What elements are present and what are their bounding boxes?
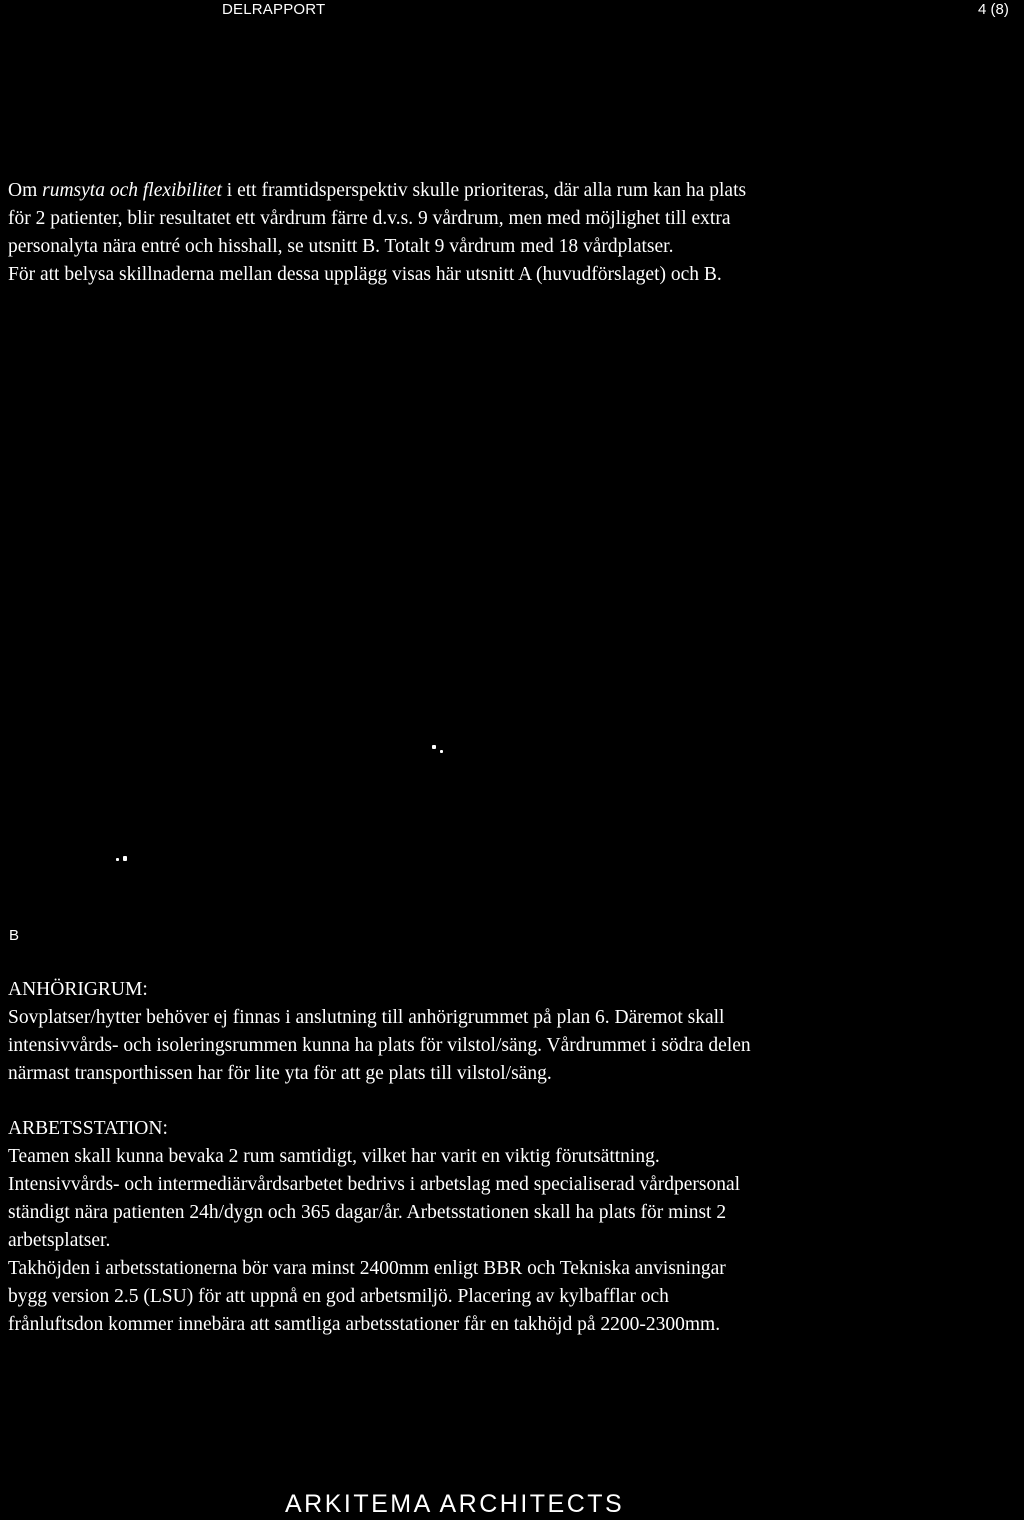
intro-line-2: för 2 patienter, blir resultatet ett vårdrum färre d.v.s. 9 vårdrum, men med möjlighet till extra [8, 208, 731, 229]
emphasis-text: rumsyta och flexibilitet [42, 180, 222, 201]
intro-line-1: Om rumsyta och flexibilitet i ett framtidsperspektiv skulle prioriteras, där alla rum kan ha plats [8, 180, 747, 201]
figure-speck [440, 750, 443, 753]
intro-line-3: personalyta nära entré och hisshall, se utsnitt B. Totalt 9 vårdrum med 18 vårdplatser. [8, 236, 674, 257]
anhorig-line-1: Sovplatser/hytter behöver ej finnas i anslutning till anhörigrummet på plan 6. Däremot skall [8, 1007, 725, 1028]
section-heading: ANHÖRIGRUM: [8, 979, 148, 1000]
figure-speck [432, 745, 436, 749]
anhorigrum-section [8, 976, 1008, 1088]
intro-line-4: För att belysa skillnaderna mellan dessa upplägg visas här utsnitt A (huvudförslaget) och B. [8, 264, 722, 285]
figure-speck [116, 858, 119, 861]
figure-speck [123, 856, 127, 861]
figure-label-b: B [9, 927, 20, 944]
intro-paragraph [8, 177, 1008, 289]
arbetsstation-line-2: Intensivvårds- och intermediärvårdsarbetet bedrivs i arbetslag med specialiserad vårdpersonal [8, 1174, 741, 1195]
arbetsstation-line-3: ständigt nära patienten 24h/dygn och 365 dagar/år. Arbetsstationen skall ha plats för minst 2 [8, 1202, 727, 1223]
arbetsstation-line-1: Teamen skall kunna bevaka 2 rum samtidigt, vilket har varit en viktig förutsättning. [8, 1146, 660, 1167]
page-number: 4 (8) [978, 1, 1009, 18]
arbetsstation-line-5: Takhöjden i arbetsstationerna bör vara minst 2400mm enligt BBR och Tekniska anvisningar [8, 1258, 726, 1279]
section-heading: ARBETSSTATION: [8, 1118, 168, 1139]
anhorig-line-2: intensivvårds- och isoleringsrummen kunna ha plats för vilstol/säng. Vårdrummet i södra delen [8, 1035, 751, 1056]
anhorig-line-3: närmast transporthissen har för lite yta för att ge plats till vilstol/säng. [8, 1063, 552, 1084]
header-title: DELRAPPORT [222, 1, 326, 18]
footer-logo-text: ARKITEMA ARCHITECTS [285, 1490, 625, 1518]
arbetsstation-section [8, 1115, 1008, 1339]
arbetsstation-line-7: frånluftsdon kommer innebära att samtliga arbetsstationer får en takhöjd på 2200-2300mm. [8, 1314, 721, 1335]
arbetsstation-line-6: bygg version 2.5 (LSU) för att uppnå en god arbetsmiljö. Placering av kylbafflar och [8, 1286, 669, 1307]
arbetsstation-line-4: arbetsplatser. [8, 1230, 111, 1251]
